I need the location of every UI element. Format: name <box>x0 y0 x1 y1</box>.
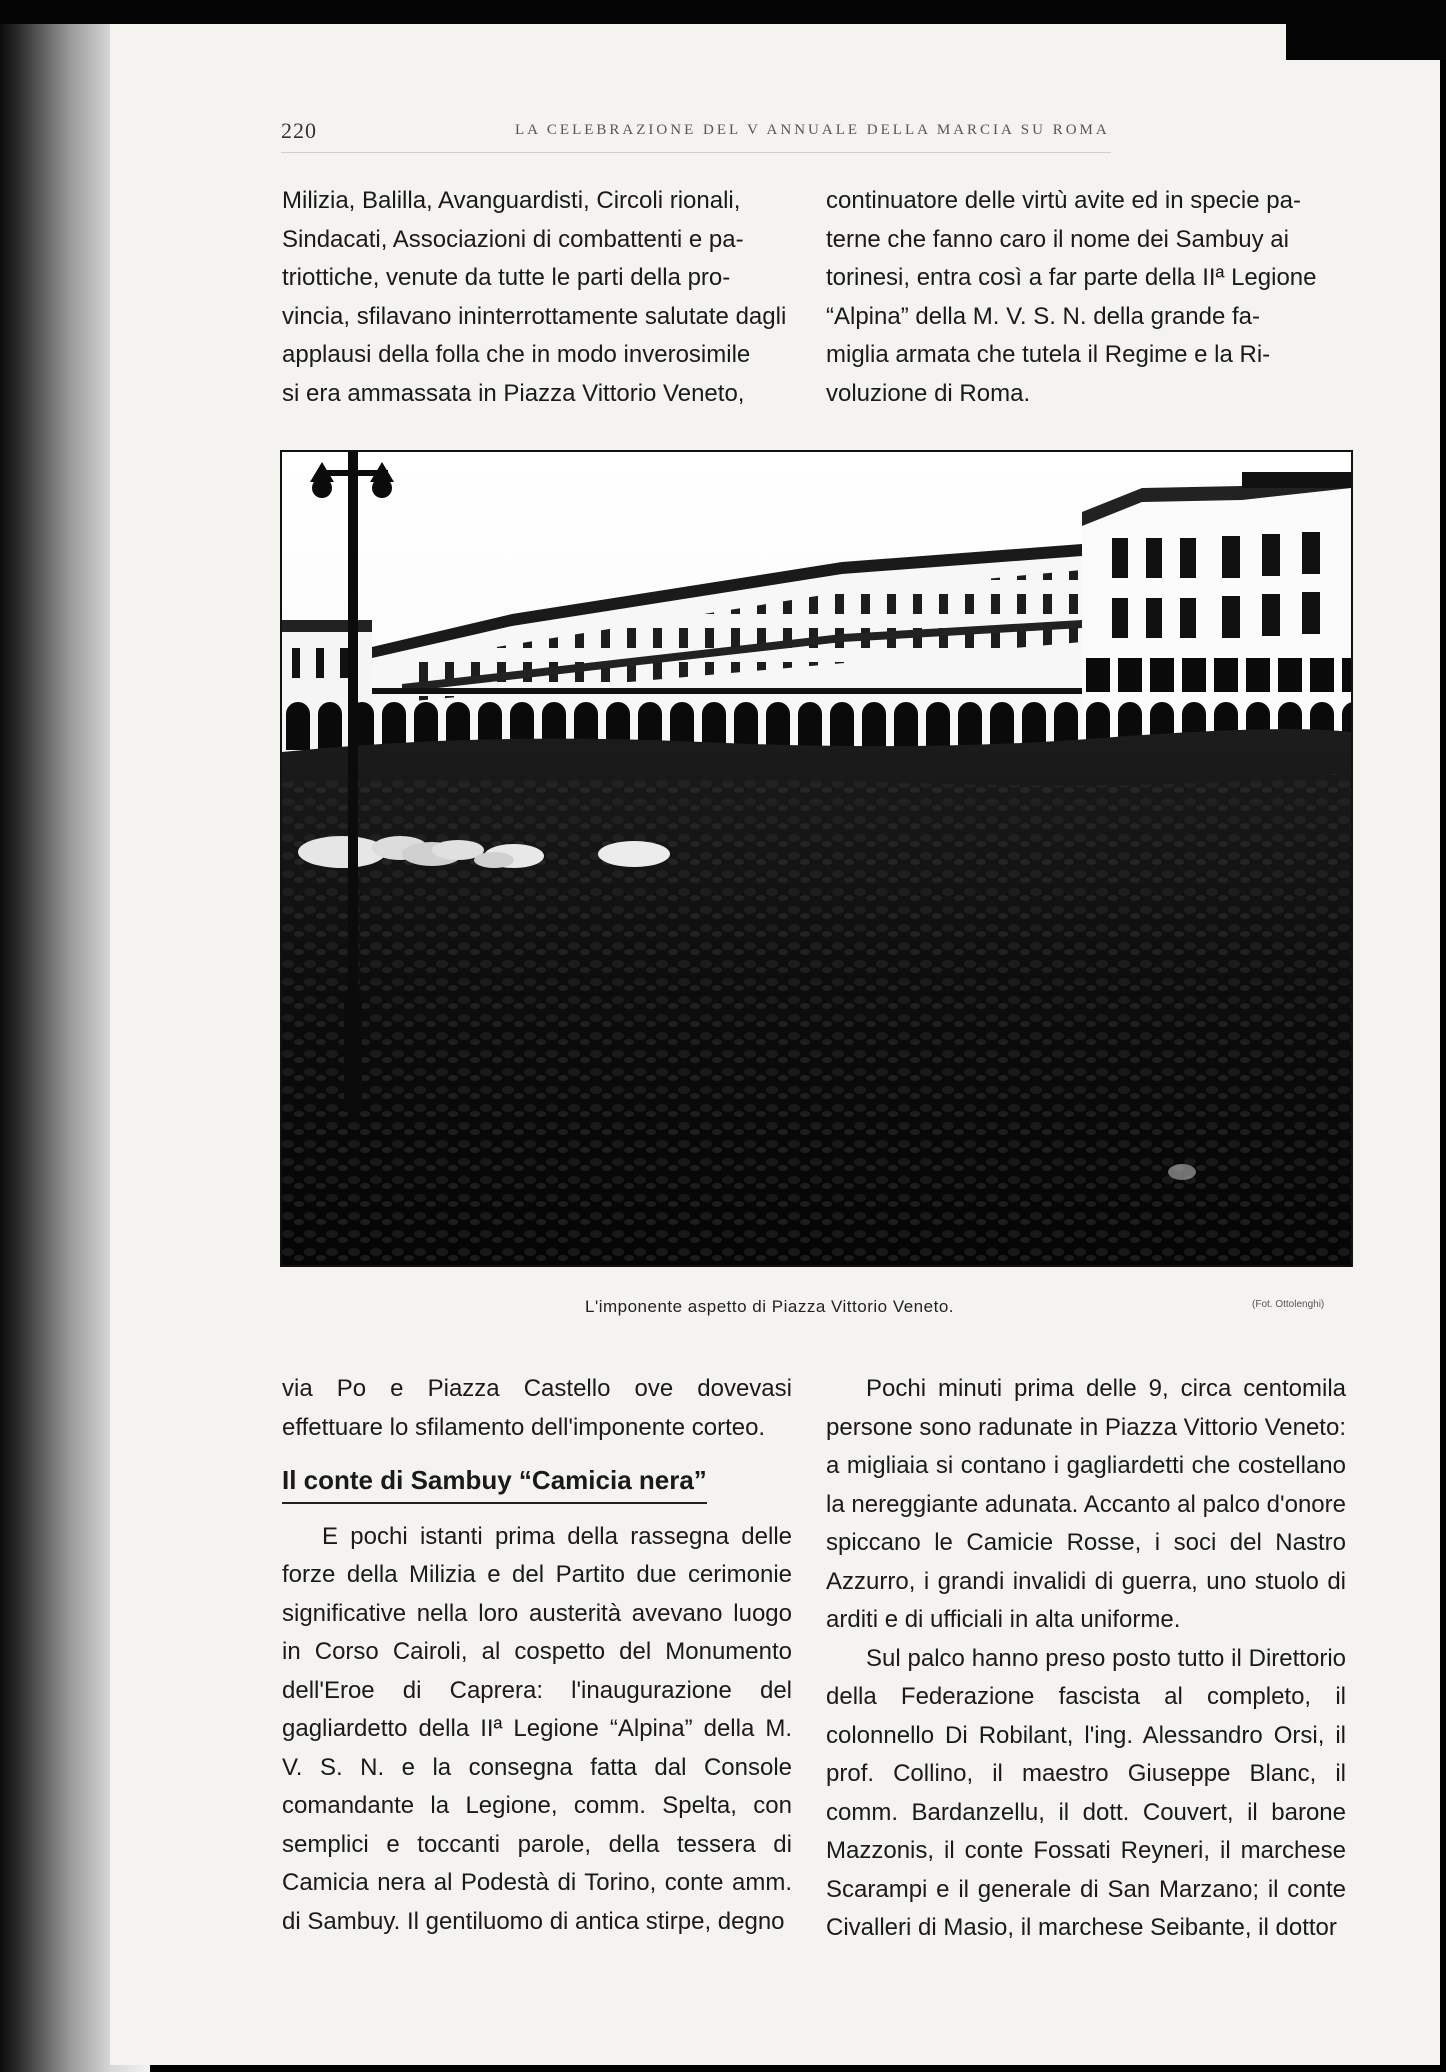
left-building <box>282 620 372 750</box>
bottom-left-column <box>282 1370 792 1941</box>
text-line: terne che fanno caro il nome dei Sambuy ai <box>826 225 1289 253</box>
text-line: continuatore delle virtù avite ed in specie pa- <box>826 187 1301 214</box>
piazza-photograph <box>280 450 1353 1267</box>
page-number: 220 <box>281 118 317 143</box>
paragraph-body: E pochi istanti prima della rassegna delle forze della Milizia e del Partito due cerimonie significative nella loro austerità avevano luogo in Corso Cairoli, al cospetto del Monumento dell'Eroe di Caprera: l'inaugurazione del gagliardetto della IIª Legione “Alpina” della M. V. S. N. e la consegna fatta dal Console comandante la Legione, comm. Spelta, con semplici e toccanti parole, della tessera di Camicia nera al Podestà di Torino, conte amm. di Sambuy. Il gentiluomo di antica stirpe, degno <box>282 1522 792 1935</box>
text-line: applausi della folla che in modo inverosimile <box>282 341 751 368</box>
crowd <box>282 729 1351 1265</box>
photo-credit: (Fot. Ottolenghi) <box>1252 1299 1325 1310</box>
text-line: voluzione di Roma. <box>826 379 1031 407</box>
paragraph-intro: via Po e Piazza Castello ove dovevasi effettuare lo sfilamento dell'imponente corteo. <box>282 1375 792 1441</box>
text-line: miglia armata che tutela il Regime e la Ri- <box>826 341 1271 368</box>
piazza-illustration <box>282 452 1351 1265</box>
scan-corner <box>1286 0 1446 60</box>
text-line: vincia, sfilavano ininterrottamente salutate dagli <box>282 302 787 330</box>
top-left-column <box>282 182 792 413</box>
text-line: triottiche, venute da tutte le parti della pro- <box>282 264 731 291</box>
text-line: Milizia, Balilla, Avanguardisti, Circoli rionali, <box>282 187 741 214</box>
running-head: LA CELEBRAZIONE DEL V ANNUALE DELLA MARCIA SU ROMA <box>515 122 1110 138</box>
photo-caption: L'imponente aspetto di Piazza Vittorio Veneto. <box>585 1297 954 1316</box>
bottom-right-column <box>826 1370 1346 1948</box>
section-heading: Il conte di Sambuy “Camicia nera” <box>282 1461 707 1504</box>
scan-top-edge <box>0 0 1446 24</box>
page-header <box>281 118 1181 148</box>
top-right-column <box>826 182 1346 413</box>
paragraph-2: Sul palco hanno preso posto tutto il Direttorio della Federazione fascista al completo, il colonnello Di Robilant, l'ing. Alessandro Orsi, il prof. Collino, il maestro Giuseppe Blanc, il comm. Bardanzellu, il dott. Couvert, il barone Mazzonis, il conte Fossati Reyneri, il marchese Scarampi e il generale di San Marzano; il conte Civalleri di Masio, il marchese Seibante, il dottor <box>826 1644 1346 1941</box>
corner-palazzo <box>1082 472 1351 758</box>
header-rule <box>281 152 1111 153</box>
text-line: si era ammassata in Piazza Vittorio Veneto, <box>282 379 745 407</box>
text-line: “Alpina” della M. V. S. N. della grande fa- <box>826 302 1261 330</box>
paragraph-1: Pochi minuti prima delle 9, circa centomila persone sono radunate in Piazza Vittorio Veneto: a migliaia si contano i gagliardetti che costellano la nereggiante adunata. Accanto al palco d'onore spiccano le Camicie Rosse, i soci del Nastro Azzurro, i grandi invalidi di guerra, uno stuolo di arditi e di ufficiali in alta uniforme. <box>826 1375 1346 1633</box>
text-line: Sindacati, Associazioni di combattenti e pa- <box>282 225 744 253</box>
text-line: torinesi, entra così a far parte della IIª Legione <box>826 264 1317 291</box>
